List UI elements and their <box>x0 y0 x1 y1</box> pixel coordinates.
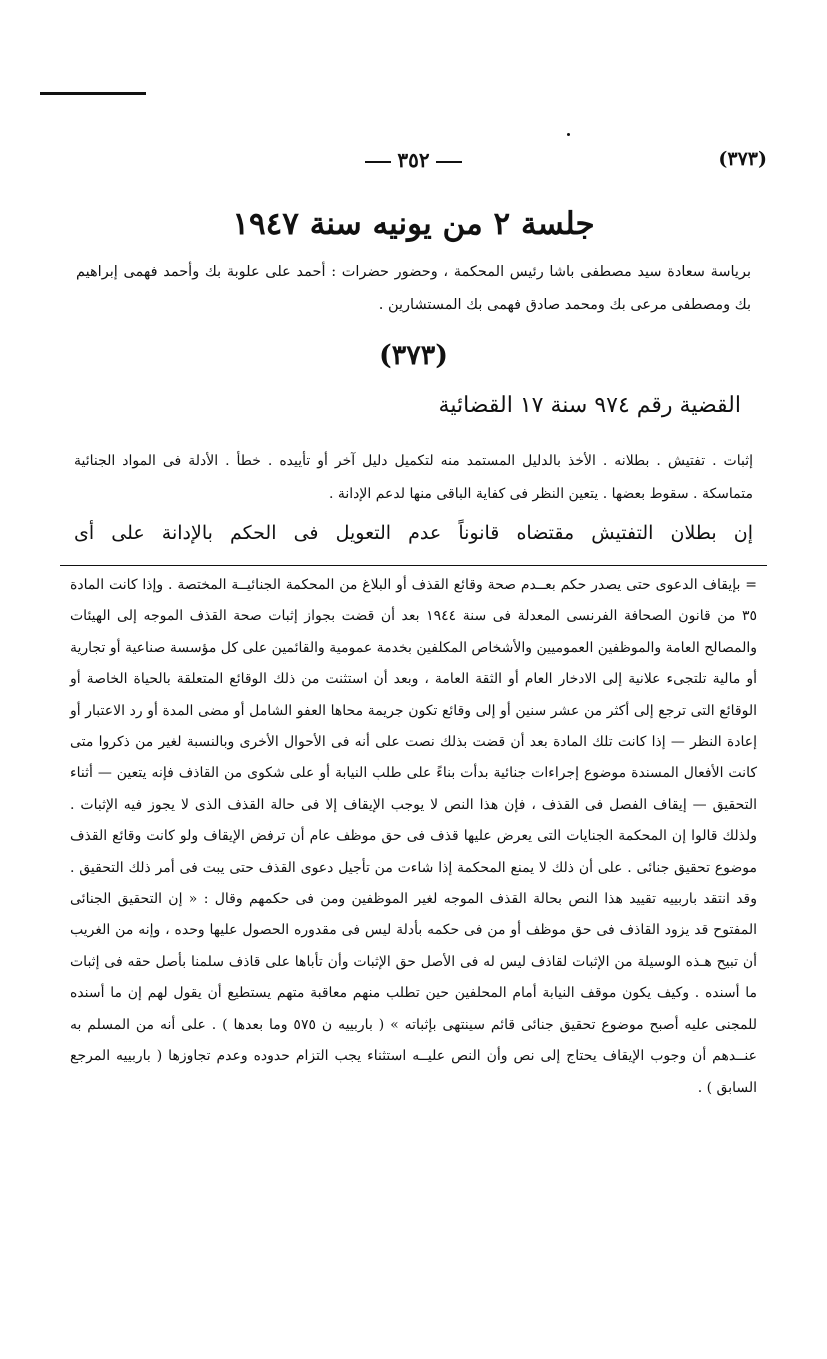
dash-right <box>365 161 391 163</box>
case-title: القضية رقم ٩٧٤ سنة ١٧ القضائية <box>438 393 741 418</box>
top-left-rule <box>40 92 146 95</box>
footnote-separator <box>60 565 767 566</box>
case-reference: (٣٧٣) <box>718 148 767 170</box>
page-header <box>60 146 767 176</box>
page-number <box>60 148 767 172</box>
page-number-value: ٣٥٢ <box>397 148 430 172</box>
session-title: جلسة ٢ من يونيه سنة ١٩٤٧ <box>232 206 595 242</box>
principle-text: إن بطلان التفتيش مقتضاه قانوناً عدم التعويل فى الحكم بالإدانة على أى <box>74 522 753 544</box>
print-dot <box>567 133 570 136</box>
case-number: (٣٧٣) <box>378 340 449 371</box>
footnote-paragraph: = بإيقاف الدعوى حتى يصدر حكم بعــدم صحة وقائع القذف أو البلاغ من المحكمة الجنائيــة المختصة . وإذا كانت المادة ٣٥ من قانون الصحافة الفرنسى المعدلة فى سنة ١٩٤٤ بعد أن قضت بجواز إثبات صحة القذف الموجه إلى الهيئات والمصالح العامة والموظفين العموميين والأشخاص المكلفين بخدمة عمومية والقائمين على كل مؤسسة صناعية أو تجارية أو مالية تلتجىء علانية إلى الادخار العام أو الثقة العامة ، وبعد أن استثنت من ذلك الوقائع المتعلقة بالحياة الخاصة أو الوقائع التى ترجع إلى أكثر من عشر سنين أو إلى وقائع تكون جريمة محاها العفو الشامل أو مضى المدة أو رد الاعتبار أو إعادة النظر — إذا كانت تلك المادة بعد أن قضت بذلك نصت على أنه فى الأحوال الأخرى وبالنسبة لغير من ذكروا متى كانت الأفعال المسندة موضوع إجراءات جنائية بدأت بناءً على طلب النيابة أو على شكوى من القاذف فإنه يتعين — أثناء التحقيق — إيقاف الفصل فى القذف ، فإن هذا النص لا يوجب الإيقاف إلا فى حالة القذف الذى لا يجوز فيه الإثبات . ولذلك قالوا إن المحكمة الجنايات التى يعرض عليها قذف فى حق موظف عام أن ترفض الإيقاف ولو كانت وقائع القذف موضوع تحقيق جنائى . على أن ذلك لا يمنع المحكمة إذا شاءت من تأجيل دعوى القذف حتى يبت فى أمر ذلك التحقيق . وقد انتقد باربييه تقييد هذا النص بحالة القذف الموجه لغير الموظفين ومن فى حكمهم وقال : « إن التحقيق الجنائى المفتوح قد يزود القاذف فى حق موظف أو من فى حكمه بأدلة ليس فى مقدوره الحصول عليها وحده ، وإنه من الغريب أن تبيح هـذه الوسيلة من الإثبات لقاذف ليس له فى الأصل حق الإثبات وأن تأباها على قاذف سلمنا بأصل حقه فى إثبات ما أسنده . وكيف يكون موقف النيابة أمام المحلفين حين تطلب منهم معاقبة متهم يستطيع أن يقول لهم إن ما أسنده للمجنى عليه أصبح موضوع تحقيق جنائى قائم سينتهى بإثباته » ( باربييه ن ٥٧٥ وما بعدها ) . على أنه من المسلم به عنــدهم أن وجوب الإيقاف يحتاج إلى نص وأن النص عليــه استثناء يجب التزام حدوده وعدم تجاوزها ( باربييه المرجع السابق ) . <box>70 577 757 1096</box>
presidency-paragraph: برياسة سعادة سيد مصطفى باشا رئيس المحكمة ، وحضور حضرات : أحمد على علوبة بك وأحمد فهمى إبراهيم بك ومصطفى مرعى بك ومحمد صادق فهمى بك المستشارين . <box>76 264 751 313</box>
dash-left <box>436 161 462 163</box>
keywords-paragraph: إثبات . تفتيش . بطلانه . الأخذ بالدليل المستمد منه لتكميل دليل آخر أو تأييده . خطأ . الأدلة فى المواد الجنائية متماسكة . سقوط بعضها . يتعين النظر فى كفاية الباقى منها لدعم الإدانة . <box>74 453 753 502</box>
